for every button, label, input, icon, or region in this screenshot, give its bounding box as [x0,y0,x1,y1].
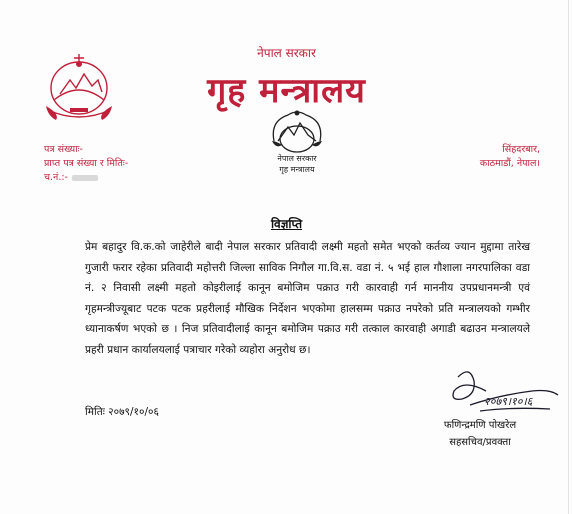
smudged-number [72,175,98,181]
place-line-1: सिंहदरबार, [502,144,540,155]
ministry-name: गृह मन्त्रालय [207,71,366,111]
notice-title: विज्ञप्ति [270,217,303,231]
letter-meta-left [44,143,128,185]
signature-date: २०७९।१०।६ [484,395,533,408]
seal-text-bottom: गृह मन्त्रालय [279,165,315,174]
bleed-through-text [85,460,530,510]
signatory-name: फणिन्द्रमणि पोखरेल [443,420,517,431]
signatory-designation: सहसचिव/प्रवक्ता [449,437,511,448]
dispatch-number-label: च.नं.:- [44,172,68,183]
dispatch-number-row [44,171,128,185]
received-letter-label: प्राप्त पत्र संख्या र मितिः- [44,158,129,169]
notice-date: मितिः २०७९/१०/०६ [85,406,159,418]
seal-text-top: नेपाल सरकार [277,154,317,163]
letter-number-label: पत्र संख्याः- [44,144,83,155]
government-name: नेपाल सरकार [257,46,316,60]
letter-meta-right [480,143,540,171]
place-line-2: काठमाडौं, नेपाल। [479,158,540,169]
ministry-seal-icon [262,105,332,175]
signatory-block [420,417,540,451]
notice-body: प्रेम बहादुर वि.क.को जाहेरीले बादी नेपाल सरकार प्रतिवादी लक्ष्मी महतो समेत भएको कर्तव्य ज्यान मुद्दामा तारेख गुजारी फरार रहेका प्रतिवादी महोत्तरी जिल्ला साविक निगौल गा.वि.स. वडा नं. ५ भई हाल गौशाला नगरपालिका वडा नं. २ निवासी लक्ष्मी महतो कोइरीलाई कानून बमोजिम पक्राउ गरी कारवाही गर्न माननीय उपप्रधानमन्त्री एवं गृहमन्त्रीज्यूबाट पटक पटक प्रहरीलाई मौखिक निर्देशन भएकोमा हालसम्म पक्राउ नपरेको प्रति मन्त्रालयको गम्भीर ध्यानाकर्षण भएको छ । निज प्रतिवादीलाई कानून बमोजिम पक्राउ गरी तत्काल कारवाही अगाडी बढाउन मन्त्रालयले प्रहरी प्रधान कार्यालयलाई पत्राचार गरेको व्यहोरा अनुरोध छ। [85,241,530,356]
